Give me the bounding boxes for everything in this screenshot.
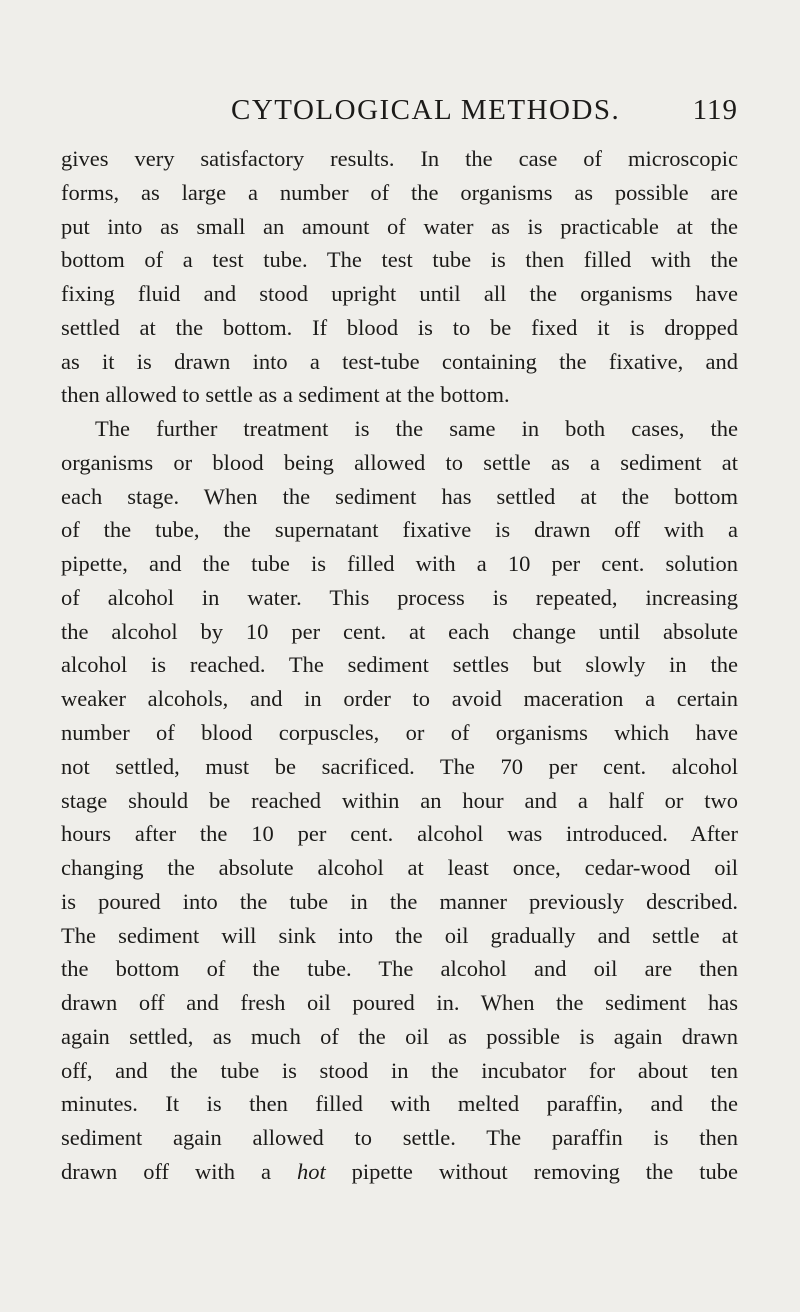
text-line: not settled, must be sacrificed. The 70 per cent. alcohol [61, 753, 738, 779]
running-title: CYTOLOGICAL METHODS. [231, 94, 621, 126]
text-line: of the tube, the supernatant fixative is drawn off with a [61, 517, 738, 543]
text-line: weaker alcohols, and in order to avoid maceration a certain [61, 686, 738, 712]
text-line: forms, as large a number of the organisms as possible are [61, 179, 738, 205]
text-line: settled at the bottom. If blood is to be fixed it is dropped [61, 314, 738, 340]
text-line: each stage. When the sediment has settled at the bottom [61, 483, 738, 509]
text-line: again settled, as much of the oil as possible is again drawn [61, 1023, 738, 1049]
text-line: organisms or blood being allowed to settle as a sediment at [61, 449, 738, 475]
text-line: is poured into the tube in the manner previously described. [61, 888, 738, 914]
text-line: minutes. It is then filled with melted paraffin, and the [61, 1091, 738, 1117]
italic-emphasis: hot [296, 1158, 326, 1184]
text-line: The further treatment is the same in both cases, the [95, 416, 738, 442]
text-line: bottom of a test tube. The test tube is then filled with the [61, 247, 738, 273]
page-number: 119 [692, 94, 738, 126]
text-line: the bottom of the tube. The alcohol and oil are then [61, 956, 738, 982]
text-line: drawn off and fresh oil poured in. When the sediment has [61, 990, 738, 1016]
text-line: pipette, and the tube is filled with a 10 per cent. solution [61, 551, 738, 577]
text-line: gives very satisfactory results. In the case of microscopic [61, 146, 738, 171]
text-line: as it is drawn into a test-tube containing the fixative, and [61, 348, 738, 374]
text-line: hours after the 10 per cent. alcohol was introduced. After [61, 821, 738, 847]
text-line: fixing fluid and stood upright until all the organisms have [61, 281, 738, 307]
body-text [61, 142, 738, 1189]
text-line: changing the absolute alcohol at least once, cedar-wood oil [61, 855, 738, 881]
text-line: alcohol is reached. The sediment settles but slowly in the [61, 652, 738, 678]
text-line-final [61, 1155, 738, 1189]
text-line: then allowed to settle as a sediment at the bottom. [61, 382, 510, 408]
text-line: stage should be reached within an hour and a half or two [61, 787, 738, 813]
text-line: off, and the tube is stood in the incubator for about ten [61, 1057, 738, 1083]
running-head [0, 90, 800, 130]
text-line: sediment again allowed to settle. The paraffin is then [61, 1125, 738, 1151]
final-line-start: drawn off with a [61, 1158, 297, 1184]
final-line-end: pipette without removing the tube [325, 1158, 739, 1184]
text-line: put into as small an amount of water as is practicable at the [61, 213, 738, 239]
text-line: number of blood corpuscles, or of organisms which have [61, 720, 738, 746]
text-line: The sediment will sink into the oil gradually and settle at [61, 922, 738, 948]
text-line: of alcohol in water. This process is repeated, increasing [61, 584, 738, 610]
text-line: the alcohol by 10 per cent. at each change until absolute [61, 618, 738, 644]
